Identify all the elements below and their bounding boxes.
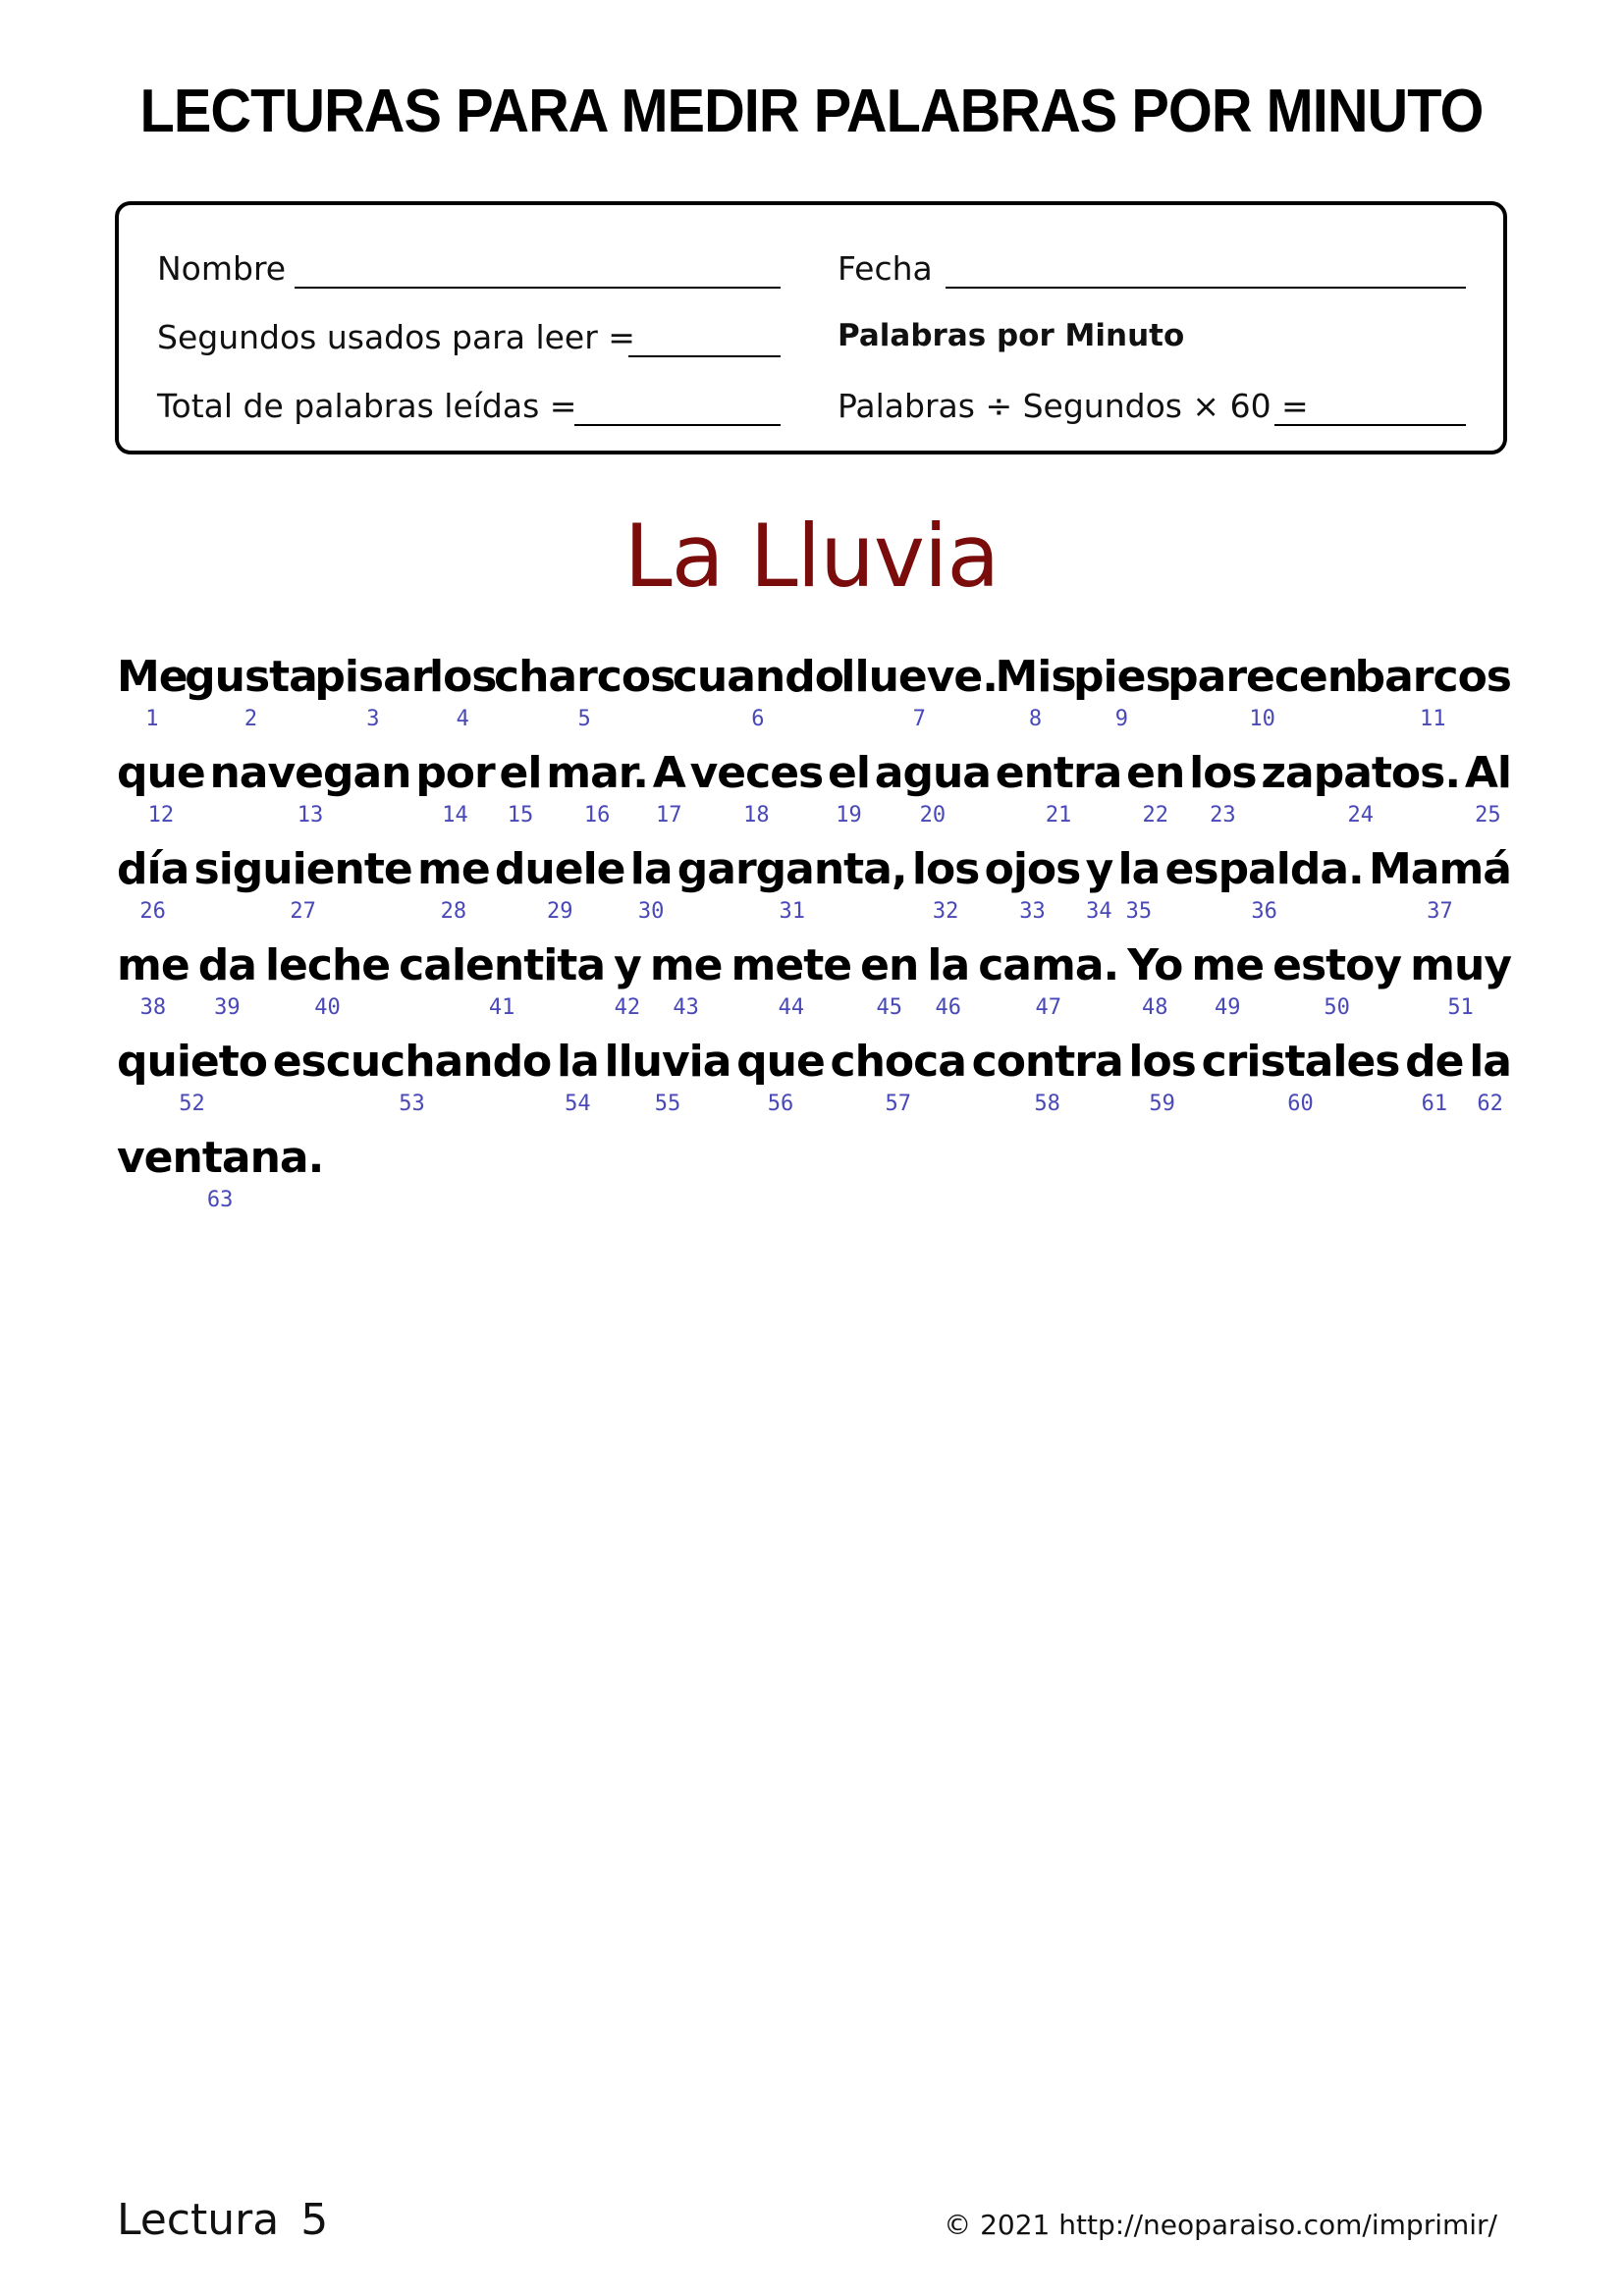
ppm-heading: Palabras por Minuto [838,318,1185,353]
reading-word: cuando [672,652,843,702]
reading-number: 5 [300,2195,329,2245]
reading-label [117,2195,350,2245]
word-count-number: 49 [1214,995,1241,1020]
word-count-number: 63 [206,1188,234,1212]
word-count-number: 13 [297,803,324,828]
reading-word: pies [1073,652,1170,702]
word-count-number: 62 [1477,1092,1503,1116]
reading-word: A [652,748,685,798]
date-label: Fecha [838,249,933,288]
reading-word: la [629,844,673,894]
reading-word: lluvia [604,1037,731,1087]
reading-word: mete [730,940,852,990]
total-words-field[interactable] [157,387,576,425]
reading-word: Me [117,652,188,702]
reading-word: quieto [117,1037,268,1087]
reading-word: los [429,652,497,702]
seconds-field[interactable] [157,318,635,356]
word-count-number: 26 [139,899,166,924]
word-count-number: 38 [139,995,167,1020]
word-count-number: 56 [767,1092,794,1116]
word-count-number: 51 [1447,995,1474,1020]
reading-word: muy [1410,940,1511,990]
reading-word: duele [494,844,625,894]
word-count-number: 16 [583,803,611,828]
word-count-number: 4 [456,707,469,731]
word-count-number: 50 [1324,995,1350,1020]
reading-row [117,748,1511,846]
reading-word: me [649,940,723,990]
word-count-number: 53 [399,1092,425,1116]
word-count-number: 35 [1125,899,1153,924]
reading-word: el [828,748,870,798]
date-blank[interactable] [946,287,1466,289]
reading-word: garganta, [676,844,907,894]
reading-word: siguiente [193,844,412,894]
word-count-number: 6 [751,707,765,731]
word-count-number: 45 [876,995,902,1020]
name-blank[interactable] [295,287,781,289]
reading-word: gusta [185,652,317,702]
reading-word: la [557,1037,599,1087]
word-count-number: 41 [488,995,515,1020]
reading-word: choca [830,1037,966,1087]
name-label: Nombre [157,249,287,288]
word-count-number: 21 [1045,803,1072,828]
reading-word: ojos [984,844,1081,894]
word-count-number: 8 [1028,707,1043,731]
reading-word: la [1469,1037,1511,1087]
reading-word: Al [1464,748,1511,798]
word-count-number: 28 [440,899,467,924]
reading-word: estoy [1272,940,1402,990]
reading-row [117,940,1511,1039]
word-count-number: 37 [1427,899,1453,924]
word-count-number: 11 [1420,707,1446,731]
word-count-number: 39 [214,995,241,1020]
reading-word: me [117,940,189,990]
reading-word: llueve. [840,652,998,702]
reading-word: charcos [493,652,676,702]
reading-word: y [614,940,641,990]
word-count-number: 10 [1249,707,1275,731]
reading-word: leche [264,940,391,990]
reading-row [117,1133,1511,1231]
word-count-number: 42 [614,995,641,1020]
reading-word: barcos [1354,652,1511,702]
word-count-number: 44 [778,995,805,1020]
reading-word: en [1126,748,1185,798]
word-count-number: 29 [546,899,573,924]
reading-word: Mamá [1368,844,1511,894]
reading-word: pisar [314,652,432,702]
formula-blank[interactable] [1274,424,1466,426]
reading-word: ventana. [117,1133,324,1183]
reading-label-text: Lectura [117,2195,280,2245]
word-count-number: 1 [145,707,159,731]
reading-word: los [1128,1037,1196,1087]
reading-word: navegan [209,748,411,798]
word-count-number: 17 [656,803,682,828]
word-count-number: 54 [565,1092,591,1116]
word-count-number: 59 [1149,1092,1175,1116]
reading-row [117,844,1511,942]
word-count-number: 3 [366,707,380,731]
reading-word: da [197,940,256,990]
word-count-number: 40 [314,995,341,1020]
reading-word: en [860,940,919,990]
word-count-number: 55 [654,1092,681,1116]
word-count-number: 32 [932,899,959,924]
reading-word: y [1085,844,1113,894]
reading-word: día [117,844,189,894]
reading-row [117,1037,1511,1135]
word-count-number: 23 [1210,803,1236,828]
reading-word: Mis [995,652,1076,702]
word-count-number: 43 [673,995,699,1020]
word-count-number: 24 [1347,803,1374,828]
reading-word: contra [971,1037,1123,1087]
date-field[interactable] [838,249,933,288]
reading-word: los [1189,748,1257,798]
page-title: LECTURAS PARA MEDIR PALABRAS POR MINUTO [139,78,1484,145]
seconds-blank[interactable] [628,355,781,357]
reading-word: la [1117,844,1161,894]
word-count-number: 48 [1142,995,1168,1020]
word-count-number: 60 [1287,1092,1314,1116]
reading-word: zapatos. [1261,748,1461,798]
seconds-label: Segundos usados para leer = [157,318,635,356]
reading-word: entra [995,748,1122,798]
word-count-number: 7 [912,707,926,731]
word-count-number: 27 [290,899,316,924]
word-count-number: 58 [1034,1092,1060,1116]
reading-word: cama. [978,940,1119,990]
word-count-number: 18 [743,803,770,828]
reading-word: la [927,940,970,990]
word-count-number: 36 [1251,899,1277,924]
word-count-number: 19 [836,803,862,828]
copyright-notice: © 2021 http://neoparaiso.com/imprimir/ [944,2209,1497,2241]
reading-word: me [1191,940,1265,990]
word-count-number: 5 [577,707,591,731]
reading-word: mar. [546,748,648,798]
reading-word: espalda. [1164,844,1364,894]
word-count-number: 20 [919,803,947,828]
word-count-number: 9 [1114,707,1128,731]
reading-row [117,652,1511,750]
story-title: La Lluvia [623,506,1000,607]
word-count-number: 15 [507,803,534,828]
reading-word: calentita [399,940,606,990]
word-count-number: 33 [1019,899,1046,924]
reading-word: el [499,748,542,798]
word-count-number: 22 [1142,803,1168,828]
formula-field[interactable] [838,387,1309,425]
reading-word: que [736,1037,825,1087]
word-count-number: 30 [637,899,665,924]
reading-word: escuchando [272,1037,552,1087]
word-count-number: 31 [779,899,805,924]
reading-word: me [416,844,490,894]
word-count-number: 25 [1475,803,1501,828]
word-count-number: 12 [147,803,175,828]
reading-word: que [117,748,205,798]
total-words-label: Total de palabras leídas = [157,387,577,425]
word-count-number: 57 [885,1092,911,1116]
name-field[interactable] [157,249,286,288]
word-count-number: 46 [935,995,962,1020]
reading-word: agua [874,748,991,798]
reading-word: Yo [1127,940,1183,990]
word-count-number: 14 [442,803,468,828]
reading-word: cristales [1201,1037,1400,1087]
reading-word: veces [689,748,824,798]
total-words-blank[interactable] [574,424,781,426]
reading-word: por [415,748,495,798]
word-count-number: 2 [243,707,258,731]
word-count-number: 47 [1035,995,1061,1020]
reading-word: parecen [1167,652,1358,702]
student-info-box [115,201,1507,454]
word-count-number: 61 [1421,1092,1448,1116]
formula-label: Palabras ÷ Segundos × 60 = [838,387,1309,425]
reading-word: de [1405,1037,1464,1087]
word-count-number: 52 [179,1092,205,1116]
word-count-number: 34 [1086,899,1112,924]
reading-word: los [911,844,980,894]
